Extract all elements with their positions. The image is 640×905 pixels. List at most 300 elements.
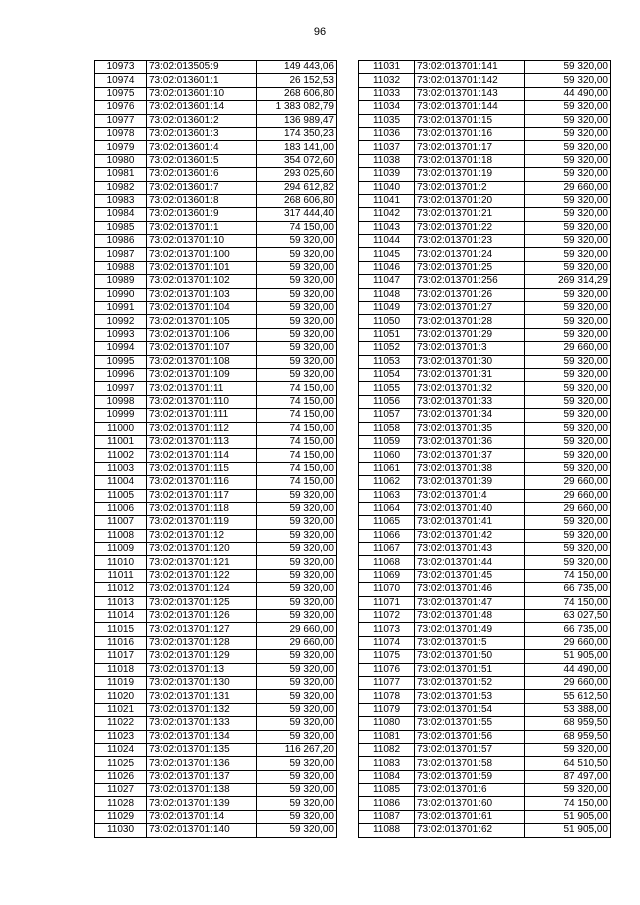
table-row xyxy=(95,583,337,596)
cadastral-number-cell: 73:02:013701:55 xyxy=(415,717,525,730)
row-number-cell: 11017 xyxy=(95,650,147,663)
table-row xyxy=(95,529,337,542)
row-number-cell: 11079 xyxy=(359,703,415,716)
value-cell: 59 320,00 xyxy=(525,194,611,207)
table-row xyxy=(359,74,611,87)
cadastral-number-cell: 73:02:013701:30 xyxy=(415,355,525,368)
value-cell: 51 905,00 xyxy=(525,810,611,823)
row-number-cell: 10995 xyxy=(95,355,147,368)
row-number-cell: 11088 xyxy=(359,824,415,837)
table-row xyxy=(359,382,611,395)
row-number-cell: 11015 xyxy=(95,623,147,636)
value-cell: 59 320,00 xyxy=(525,154,611,167)
value-cell: 354 072,60 xyxy=(257,154,337,167)
table-row xyxy=(359,288,611,301)
cadastral-number-cell: 73:02:013701:24 xyxy=(415,248,525,261)
table-row xyxy=(95,328,337,341)
cadastral-number-cell: 73:02:013701:27 xyxy=(415,302,525,315)
value-cell: 53 388,00 xyxy=(525,703,611,716)
row-number-cell: 11036 xyxy=(359,127,415,140)
table-row xyxy=(95,302,337,315)
cadastral-number-cell: 73:02:013701:3 xyxy=(415,342,525,355)
row-number-cell: 10978 xyxy=(95,127,147,140)
cadastral-number-cell: 73:02:013701:33 xyxy=(415,395,525,408)
table-row xyxy=(95,556,337,569)
row-number-cell: 11083 xyxy=(359,757,415,770)
row-number-cell: 11074 xyxy=(359,636,415,649)
table-row xyxy=(95,476,337,489)
cadastral-number-cell: 73:02:013701:37 xyxy=(415,449,525,462)
cadastral-number-cell: 73:02:013701:59 xyxy=(415,770,525,783)
cadastral-number-cell: 73:02:013701:62 xyxy=(415,824,525,837)
table-row xyxy=(359,623,611,636)
row-number-cell: 11040 xyxy=(359,181,415,194)
value-cell: 59 320,00 xyxy=(257,610,337,623)
table-row xyxy=(95,435,337,448)
row-number-cell: 11019 xyxy=(95,676,147,689)
value-cell: 59 320,00 xyxy=(525,556,611,569)
cadastral-number-cell: 73:02:013701:4 xyxy=(415,489,525,502)
cadastral-number-cell: 73:02:013701:1 xyxy=(147,221,257,234)
value-cell: 26 152,53 xyxy=(257,74,337,87)
value-cell: 59 320,00 xyxy=(257,703,337,716)
value-cell: 59 320,00 xyxy=(257,489,337,502)
table-row xyxy=(95,409,337,422)
value-cell: 59 320,00 xyxy=(257,302,337,315)
cadastral-number-cell: 73:02:013701:57 xyxy=(415,743,525,756)
table-row xyxy=(359,127,611,140)
value-cell: 59 320,00 xyxy=(525,74,611,87)
row-number-cell: 11081 xyxy=(359,730,415,743)
table-row xyxy=(359,435,611,448)
cadastral-number-cell: 73:02:013701:43 xyxy=(415,543,525,556)
table-row xyxy=(359,221,611,234)
value-cell: 29 660,00 xyxy=(525,489,611,502)
value-cell: 59 320,00 xyxy=(525,288,611,301)
table-row xyxy=(359,61,611,74)
cadastral-number-cell: 73:02:013701:50 xyxy=(415,650,525,663)
value-cell: 59 320,00 xyxy=(257,502,337,515)
value-cell: 59 320,00 xyxy=(525,141,611,154)
cadastral-number-cell: 73:02:013701:107 xyxy=(147,342,257,355)
cadastral-number-cell: 73:02:013701:105 xyxy=(147,315,257,328)
value-cell: 74 150,00 xyxy=(257,395,337,408)
table-row xyxy=(95,194,337,207)
cadastral-number-cell: 73:02:013701:61 xyxy=(415,810,525,823)
value-cell: 59 320,00 xyxy=(525,208,611,221)
table-row xyxy=(95,248,337,261)
value-cell: 59 320,00 xyxy=(257,650,337,663)
row-number-cell: 11003 xyxy=(95,462,147,475)
table-row xyxy=(359,636,611,649)
cadastral-number-cell: 73:02:013601:7 xyxy=(147,181,257,194)
row-number-cell: 11042 xyxy=(359,208,415,221)
table-row xyxy=(95,74,337,87)
row-number-cell: 11055 xyxy=(359,382,415,395)
row-number-cell: 11011 xyxy=(95,569,147,582)
row-number-cell: 11027 xyxy=(95,784,147,797)
cadastral-number-cell: 73:02:013701:35 xyxy=(415,422,525,435)
cadastral-number-cell: 73:02:013701:26 xyxy=(415,288,525,301)
row-number-cell: 11076 xyxy=(359,663,415,676)
cadastral-number-cell: 73:02:013601:1 xyxy=(147,74,257,87)
value-cell: 59 320,00 xyxy=(257,315,337,328)
cadastral-number-cell: 73:02:013701:56 xyxy=(415,730,525,743)
table-row xyxy=(359,543,611,556)
cadastral-number-cell: 73:02:013701:104 xyxy=(147,302,257,315)
table-row xyxy=(95,342,337,355)
value-cell: 59 320,00 xyxy=(257,730,337,743)
table-row xyxy=(95,797,337,810)
cadastral-number-cell: 73:02:013701:13 xyxy=(147,663,257,676)
row-number-cell: 11073 xyxy=(359,623,415,636)
cadastral-number-cell: 73:02:013701:116 xyxy=(147,476,257,489)
cadastral-number-cell: 73:02:013701:36 xyxy=(415,435,525,448)
table-row xyxy=(95,235,337,248)
cadastral-number-cell: 73:02:013701:118 xyxy=(147,502,257,515)
row-number-cell: 11051 xyxy=(359,328,415,341)
value-cell: 59 320,00 xyxy=(257,235,337,248)
table-row xyxy=(95,355,337,368)
cadastral-number-cell: 73:02:013701:40 xyxy=(415,502,525,515)
value-cell: 87 497,00 xyxy=(525,770,611,783)
value-cell: 59 320,00 xyxy=(525,543,611,556)
row-number-cell: 10998 xyxy=(95,395,147,408)
cadastral-number-cell: 73:02:013701:18 xyxy=(415,154,525,167)
value-cell: 317 444,40 xyxy=(257,208,337,221)
cadastral-number-cell: 73:02:013701:53 xyxy=(415,690,525,703)
table-row xyxy=(95,275,337,288)
row-number-cell: 11084 xyxy=(359,770,415,783)
row-number-cell: 11005 xyxy=(95,489,147,502)
table-row xyxy=(95,569,337,582)
table-row xyxy=(359,355,611,368)
table-row xyxy=(95,743,337,756)
row-number-cell: 11018 xyxy=(95,663,147,676)
cadastral-number-cell: 73:02:013701:122 xyxy=(147,569,257,582)
row-number-cell: 10997 xyxy=(95,382,147,395)
value-cell: 74 150,00 xyxy=(257,435,337,448)
table-row xyxy=(95,315,337,328)
row-number-cell: 11086 xyxy=(359,797,415,810)
value-cell: 59 320,00 xyxy=(257,516,337,529)
value-cell: 44 490,00 xyxy=(525,663,611,676)
row-number-cell: 10982 xyxy=(95,181,147,194)
cadastral-number-cell: 73:02:013701:256 xyxy=(415,275,525,288)
table-row xyxy=(95,596,337,609)
table-row xyxy=(359,730,611,743)
row-number-cell: 11050 xyxy=(359,315,415,328)
cadastral-number-cell: 73:02:013601:5 xyxy=(147,154,257,167)
cadastral-number-cell: 73:02:013601:8 xyxy=(147,194,257,207)
value-cell: 59 320,00 xyxy=(257,288,337,301)
table-row xyxy=(359,489,611,502)
row-number-cell: 11033 xyxy=(359,87,415,100)
value-cell: 59 320,00 xyxy=(257,757,337,770)
table-row xyxy=(359,502,611,515)
table-row xyxy=(359,703,611,716)
row-number-cell: 11000 xyxy=(95,422,147,435)
cadastral-number-cell: 73:02:013701:138 xyxy=(147,784,257,797)
cadastral-number-cell: 73:02:013701:103 xyxy=(147,288,257,301)
value-cell: 74 150,00 xyxy=(257,422,337,435)
table-row xyxy=(95,422,337,435)
cadastral-number-cell: 73:02:013701:11 xyxy=(147,382,257,395)
table-row xyxy=(95,610,337,623)
table-row xyxy=(95,61,337,74)
cadastral-number-cell: 73:02:013701:22 xyxy=(415,221,525,234)
table-row xyxy=(359,556,611,569)
value-cell: 74 150,00 xyxy=(525,797,611,810)
table-row xyxy=(359,409,611,422)
cadastral-number-cell: 73:02:013701:21 xyxy=(415,208,525,221)
table-row xyxy=(95,154,337,167)
table-row xyxy=(95,824,337,837)
cadastral-number-cell: 73:02:013701:106 xyxy=(147,328,257,341)
table-row xyxy=(95,543,337,556)
table-row xyxy=(359,154,611,167)
value-cell: 74 150,00 xyxy=(525,569,611,582)
cadastral-number-cell: 73:02:013701:29 xyxy=(415,328,525,341)
value-cell: 59 320,00 xyxy=(525,114,611,127)
table-row xyxy=(359,194,611,207)
value-cell: 59 320,00 xyxy=(525,409,611,422)
row-number-cell: 11034 xyxy=(359,101,415,114)
value-cell: 59 320,00 xyxy=(257,261,337,274)
row-number-cell: 10984 xyxy=(95,208,147,221)
row-number-cell: 10975 xyxy=(95,87,147,100)
table-row xyxy=(95,663,337,676)
table-row xyxy=(95,703,337,716)
value-cell: 59 320,00 xyxy=(257,784,337,797)
cadastral-number-cell: 73:02:013701:111 xyxy=(147,409,257,422)
row-number-cell: 11057 xyxy=(359,409,415,422)
row-number-cell: 11045 xyxy=(359,248,415,261)
row-number-cell: 10973 xyxy=(95,61,147,74)
table-row xyxy=(359,784,611,797)
table-row xyxy=(95,717,337,730)
cadastral-number-cell: 73:02:013701:137 xyxy=(147,770,257,783)
value-cell: 59 320,00 xyxy=(257,676,337,689)
table-row xyxy=(359,824,611,837)
row-number-cell: 11054 xyxy=(359,368,415,381)
row-number-cell: 11064 xyxy=(359,502,415,515)
row-number-cell: 10979 xyxy=(95,141,147,154)
row-number-cell: 11007 xyxy=(95,516,147,529)
value-cell: 29 660,00 xyxy=(525,502,611,515)
cadastral-number-cell: 73:02:013701:42 xyxy=(415,529,525,542)
value-cell: 293 025,60 xyxy=(257,168,337,181)
row-number-cell: 10976 xyxy=(95,101,147,114)
cadastral-number-cell: 73:02:013701:134 xyxy=(147,730,257,743)
cadastral-number-cell: 73:02:013701:25 xyxy=(415,261,525,274)
row-number-cell: 10990 xyxy=(95,288,147,301)
cadastral-number-cell: 73:02:013701:110 xyxy=(147,395,257,408)
value-cell: 59 320,00 xyxy=(257,583,337,596)
table-row xyxy=(95,261,337,274)
row-number-cell: 11056 xyxy=(359,395,415,408)
cadastral-number-cell: 73:02:013601:9 xyxy=(147,208,257,221)
cadastral-number-cell: 73:02:013701:52 xyxy=(415,676,525,689)
table-row xyxy=(95,770,337,783)
value-cell: 59 320,00 xyxy=(257,342,337,355)
cadastral-number-cell: 73:02:013701:45 xyxy=(415,569,525,582)
table-row xyxy=(359,529,611,542)
row-number-cell: 11001 xyxy=(95,435,147,448)
cadastral-number-cell: 73:02:013701:131 xyxy=(147,690,257,703)
table-row xyxy=(95,676,337,689)
cadastral-number-cell: 73:02:013701:142 xyxy=(415,74,525,87)
row-number-cell: 11023 xyxy=(95,730,147,743)
row-number-cell: 11009 xyxy=(95,543,147,556)
row-number-cell: 11069 xyxy=(359,569,415,582)
value-cell: 59 320,00 xyxy=(525,462,611,475)
value-cell: 294 612,82 xyxy=(257,181,337,194)
value-cell: 59 320,00 xyxy=(525,382,611,395)
cadastral-number-cell: 73:02:013701:15 xyxy=(415,114,525,127)
cadastral-number-cell: 73:02:013601:3 xyxy=(147,127,257,140)
value-cell: 59 320,00 xyxy=(257,368,337,381)
row-number-cell: 11028 xyxy=(95,797,147,810)
table-row xyxy=(95,141,337,154)
row-number-cell: 10974 xyxy=(95,74,147,87)
value-cell: 51 905,00 xyxy=(525,824,611,837)
value-cell: 59 320,00 xyxy=(257,355,337,368)
row-number-cell: 11013 xyxy=(95,596,147,609)
row-number-cell: 11071 xyxy=(359,596,415,609)
table-row xyxy=(359,235,611,248)
value-cell: 59 320,00 xyxy=(525,328,611,341)
row-number-cell: 11030 xyxy=(95,824,147,837)
row-number-cell: 11053 xyxy=(359,355,415,368)
row-number-cell: 11063 xyxy=(359,489,415,502)
row-number-cell: 10999 xyxy=(95,409,147,422)
row-number-cell: 11067 xyxy=(359,543,415,556)
cadastral-number-cell: 73:02:013701:51 xyxy=(415,663,525,676)
cadastral-number-cell: 73:02:013701:44 xyxy=(415,556,525,569)
row-number-cell: 11058 xyxy=(359,422,415,435)
table-row xyxy=(359,663,611,676)
value-cell: 59 320,00 xyxy=(525,261,611,274)
table-row xyxy=(95,382,337,395)
table-row xyxy=(359,810,611,823)
table-row xyxy=(359,676,611,689)
row-number-cell: 11008 xyxy=(95,529,147,542)
row-number-cell: 10986 xyxy=(95,235,147,248)
cadastral-number-cell: 73:02:013701:17 xyxy=(415,141,525,154)
cadastral-number-cell: 73:02:013701:48 xyxy=(415,610,525,623)
row-number-cell: 11014 xyxy=(95,610,147,623)
cadastral-number-cell: 73:02:013701:136 xyxy=(147,757,257,770)
value-cell: 59 320,00 xyxy=(525,168,611,181)
table-row xyxy=(95,489,337,502)
row-number-cell: 11059 xyxy=(359,435,415,448)
row-number-cell: 11031 xyxy=(359,61,415,74)
cadastral-number-cell: 73:02:013701:20 xyxy=(415,194,525,207)
cadastral-number-cell: 73:02:013701:129 xyxy=(147,650,257,663)
table-row xyxy=(95,516,337,529)
value-cell: 269 314,29 xyxy=(525,275,611,288)
row-number-cell: 11066 xyxy=(359,529,415,542)
table-row xyxy=(359,610,611,623)
row-number-cell: 10988 xyxy=(95,261,147,274)
value-cell: 66 735,00 xyxy=(525,583,611,596)
row-number-cell: 10983 xyxy=(95,194,147,207)
value-cell: 59 320,00 xyxy=(525,368,611,381)
table-row xyxy=(95,730,337,743)
value-cell: 29 660,00 xyxy=(525,181,611,194)
cadastral-number-cell: 73:02:013701:128 xyxy=(147,636,257,649)
table-row xyxy=(95,650,337,663)
cadastral-number-cell: 73:02:013701:12 xyxy=(147,529,257,542)
table-row xyxy=(359,141,611,154)
row-number-cell: 11016 xyxy=(95,636,147,649)
cadastral-number-cell: 73:02:013701:126 xyxy=(147,610,257,623)
value-cell: 59 320,00 xyxy=(257,275,337,288)
table-row xyxy=(359,328,611,341)
cadastral-number-cell: 73:02:013701:10 xyxy=(147,235,257,248)
table-row xyxy=(95,462,337,475)
table-row xyxy=(95,101,337,114)
row-number-cell: 11049 xyxy=(359,302,415,315)
row-number-cell: 11070 xyxy=(359,583,415,596)
row-number-cell: 11020 xyxy=(95,690,147,703)
table-row xyxy=(359,315,611,328)
row-number-cell: 11048 xyxy=(359,288,415,301)
value-cell: 59 320,00 xyxy=(525,449,611,462)
cadastral-number-cell: 73:02:013701:5 xyxy=(415,636,525,649)
row-number-cell: 11052 xyxy=(359,342,415,355)
cadastral-number-cell: 73:02:013701:100 xyxy=(147,248,257,261)
cadastral-number-cell: 73:02:013701:140 xyxy=(147,824,257,837)
cadastral-number-cell: 73:02:013701:28 xyxy=(415,315,525,328)
value-cell: 29 660,00 xyxy=(525,676,611,689)
value-cell: 74 150,00 xyxy=(257,476,337,489)
value-cell: 149 443,06 xyxy=(257,61,337,74)
cadastral-number-cell: 73:02:013701:39 xyxy=(415,476,525,489)
table-row xyxy=(359,422,611,435)
table-row xyxy=(95,636,337,649)
value-cell: 59 320,00 xyxy=(525,529,611,542)
cadastral-number-cell: 73:02:013701:117 xyxy=(147,489,257,502)
table-row xyxy=(359,114,611,127)
table-row xyxy=(359,101,611,114)
row-number-cell: 10994 xyxy=(95,342,147,355)
row-number-cell: 11002 xyxy=(95,449,147,462)
cadastral-number-cell: 73:02:013701:16 xyxy=(415,127,525,140)
table-row xyxy=(359,275,611,288)
cadastral-number-cell: 73:02:013601:6 xyxy=(147,168,257,181)
value-cell: 59 320,00 xyxy=(257,770,337,783)
table-row xyxy=(359,650,611,663)
cadastral-number-cell: 73:02:013701:124 xyxy=(147,583,257,596)
value-cell: 63 027,50 xyxy=(525,610,611,623)
value-cell: 74 150,00 xyxy=(257,409,337,422)
value-cell: 59 320,00 xyxy=(525,302,611,315)
table-row xyxy=(95,368,337,381)
cadastral-number-cell: 73:02:013701:58 xyxy=(415,757,525,770)
row-number-cell: 11032 xyxy=(359,74,415,87)
cadastral-number-cell: 73:02:013701:113 xyxy=(147,435,257,448)
cadastral-number-cell: 73:02:013701:49 xyxy=(415,623,525,636)
value-cell: 74 150,00 xyxy=(257,449,337,462)
table-row xyxy=(95,395,337,408)
row-number-cell: 11085 xyxy=(359,784,415,797)
row-number-cell: 11043 xyxy=(359,221,415,234)
cadastral-number-cell: 73:02:013701:115 xyxy=(147,462,257,475)
row-number-cell: 11039 xyxy=(359,168,415,181)
value-cell: 59 320,00 xyxy=(525,784,611,797)
